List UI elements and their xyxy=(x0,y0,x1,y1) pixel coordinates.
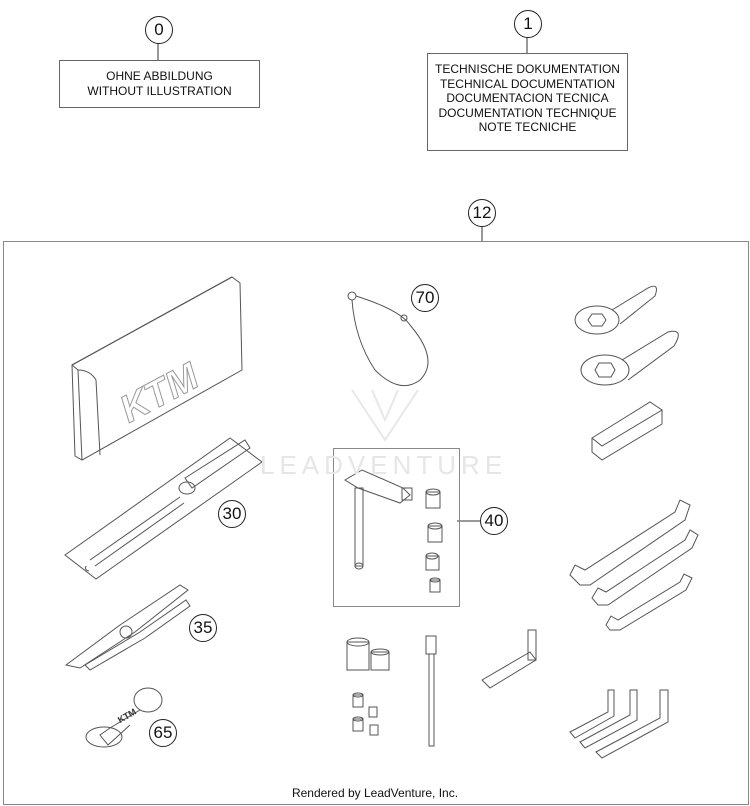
techdoc-line-it: NOTE TECNICHE xyxy=(478,120,577,134)
callout-30[interactable]: 30 xyxy=(218,500,246,528)
callout-40[interactable]: 40 xyxy=(480,507,508,535)
callout-70[interactable]: 70 xyxy=(411,284,439,312)
svg-text:KTM: KTM xyxy=(115,706,138,725)
techdoc-line-de: TECHNISCHE DOKUMENTATION xyxy=(435,62,620,76)
callout-35[interactable]: 35 xyxy=(189,614,217,642)
callout-0[interactable]: 0 xyxy=(145,16,173,44)
techdoc-line-es: DOCUMENTACION TECNICA xyxy=(446,91,609,105)
callout-1[interactable]: 1 xyxy=(514,10,542,38)
callout-12[interactable]: 12 xyxy=(468,199,496,227)
without-illustration-box xyxy=(59,60,260,108)
watermark-text: LEADVENTURE xyxy=(260,450,508,480)
svg-text:KTM: KTM xyxy=(113,355,206,432)
techdoc-line-fr: DOCUMENTATION TECHNIQUE xyxy=(438,105,617,120)
techdoc-line-en: TECHNICAL DOCUMENTATION xyxy=(439,76,616,91)
callout-65[interactable]: 65 xyxy=(149,719,177,747)
without-illustration-line-en: WITHOUT ILLUSTRATION xyxy=(87,83,232,98)
footer-credit: Rendered by LeadVenture, Inc. xyxy=(291,786,459,800)
without-illustration-line-de: OHNE ABBILDUNG xyxy=(106,69,213,83)
technical-documentation-box xyxy=(427,53,628,151)
